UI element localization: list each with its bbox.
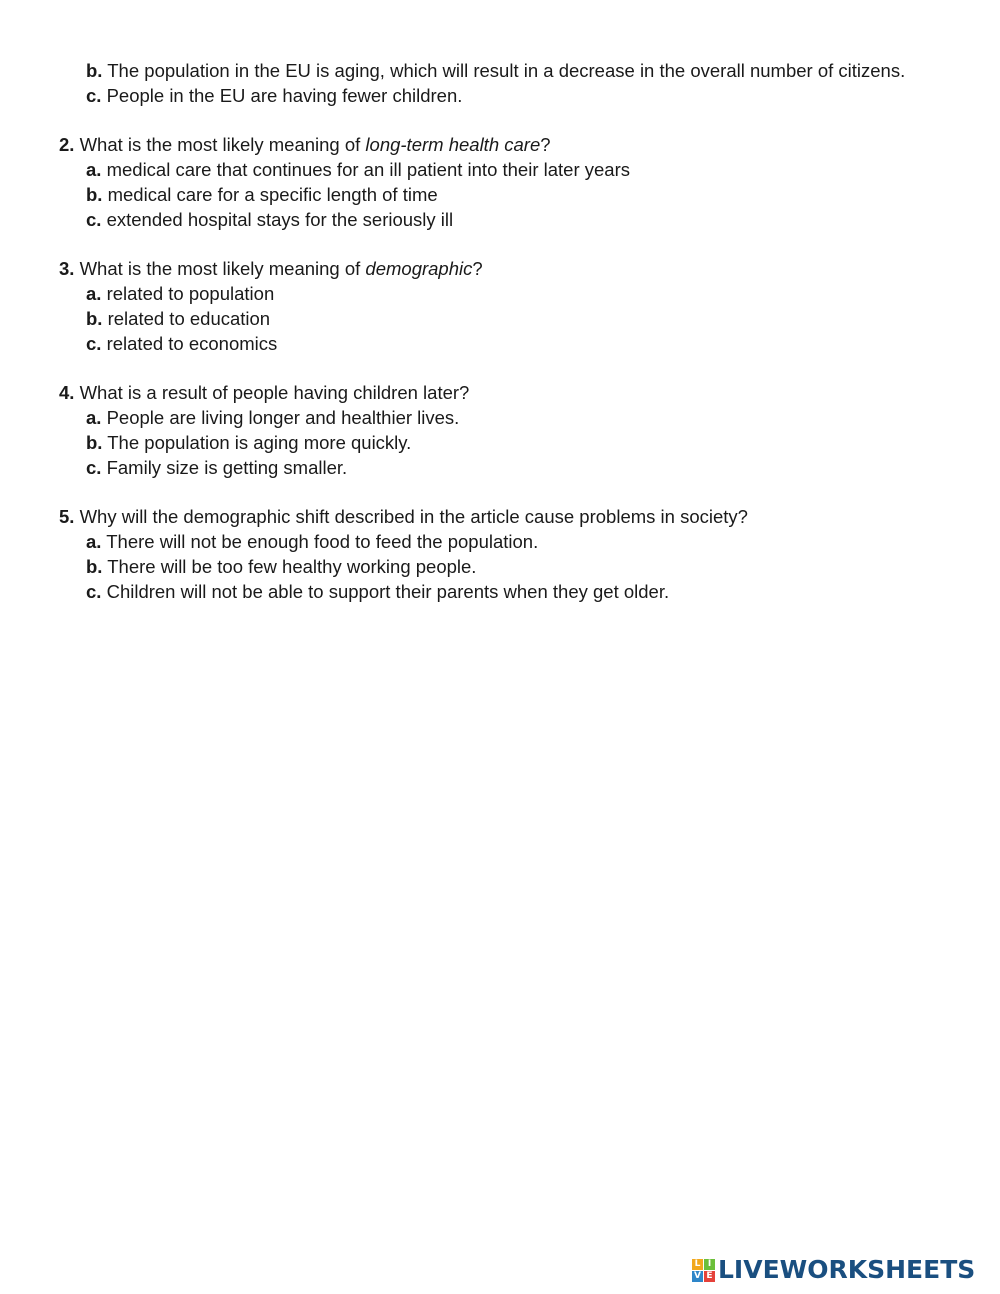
- q2-option-b: [86, 183, 438, 207]
- q2-number: 2.: [59, 134, 75, 155]
- q5-text: Why will the demographic shift described in the article cause problems in society?: [74, 506, 748, 527]
- q5-option-a-label: a.: [86, 531, 102, 552]
- q4-option-a: [86, 406, 459, 430]
- q5-option-b-text: There will be too few healthy working people.: [102, 556, 477, 577]
- logo-mark-letter: L: [692, 1259, 703, 1270]
- q2-option-b-label: b.: [86, 184, 103, 205]
- q4-option-b-text: The population is aging more quickly.: [102, 432, 412, 453]
- q1-option-b-text: The population in the EU is aging, which will result in a decrease in the overall number of citizens.: [102, 60, 906, 81]
- q2-option-c-text: extended hospital stays for the seriously ill: [101, 209, 454, 230]
- q4-option-c-label: c.: [86, 457, 102, 478]
- q3-option-c: [86, 332, 277, 356]
- q4-number: 4.: [59, 382, 75, 403]
- q3-option-c-label: c.: [86, 333, 102, 354]
- q5-option-b: [86, 555, 476, 579]
- q1-option-c-text: People in the EU are having fewer children.: [101, 85, 463, 106]
- q3-prefix: What is the most likely meaning of: [74, 258, 366, 279]
- liveworksheets-logo: [692, 1256, 975, 1284]
- q5-option-c-text: Children will not be able to support their parents when they get older.: [101, 581, 670, 602]
- logo-mark-icon: [692, 1259, 715, 1282]
- q4-option-c: [86, 456, 347, 480]
- q3-option-b-label: b.: [86, 308, 103, 329]
- logo-mark-letter: I: [704, 1259, 715, 1270]
- q2-term: long-term health care: [365, 134, 541, 155]
- q5-option-b-label: b.: [86, 556, 103, 577]
- q4-option-b-label: b.: [86, 432, 103, 453]
- q3-option-b-text: related to education: [102, 308, 271, 329]
- logo-mark-letter: E: [704, 1271, 715, 1282]
- q2-option-a: [86, 158, 630, 182]
- q2-option-c: [86, 208, 453, 232]
- q1-option-c: [86, 84, 462, 108]
- q4-option-c-text: Family size is getting smaller.: [101, 457, 348, 478]
- q3-option-a-text: related to population: [101, 283, 275, 304]
- q2-suffix: ?: [540, 134, 551, 155]
- q3-suffix: ?: [472, 258, 483, 279]
- q5-option-a-text: There will not be enough food to feed the population.: [101, 531, 539, 552]
- q4-option-b: [86, 431, 411, 455]
- q2-option-c-label: c.: [86, 209, 102, 230]
- q3-option-a-label: a.: [86, 283, 102, 304]
- q2-option-a-label: a.: [86, 159, 102, 180]
- q5-option-c: [86, 580, 669, 604]
- q5-prompt: [59, 505, 748, 529]
- q4-option-a-label: a.: [86, 407, 102, 428]
- logo-text: LIVEWORKSHEETS: [718, 1255, 976, 1284]
- q3-option-b: [86, 307, 270, 331]
- q3-option-a: [86, 282, 274, 306]
- q4-option-a-text: People are living longer and healthier lives.: [101, 407, 460, 428]
- q1-option-b: [86, 59, 905, 83]
- q5-option-a: [86, 530, 538, 554]
- q2-option-a-text: medical care that continues for an ill patient into their later years: [101, 159, 630, 180]
- q5-option-c-label: c.: [86, 581, 102, 602]
- q1-option-c-label: c.: [86, 85, 102, 106]
- q3-prompt: [59, 257, 483, 281]
- q3-term: demographic: [365, 258, 473, 279]
- logo-mark-letter: V: [692, 1271, 703, 1282]
- q5-number: 5.: [59, 506, 75, 527]
- q4-text: What is a result of people having children later?: [74, 382, 470, 403]
- q4-prompt: [59, 381, 469, 405]
- q2-prompt: [59, 133, 551, 157]
- q2-prefix: What is the most likely meaning of: [74, 134, 366, 155]
- q1-option-b-label: b.: [86, 60, 103, 81]
- q2-option-b-text: medical care for a specific length of time: [102, 184, 438, 205]
- q3-option-c-text: related to economics: [101, 333, 278, 354]
- q3-number: 3.: [59, 258, 75, 279]
